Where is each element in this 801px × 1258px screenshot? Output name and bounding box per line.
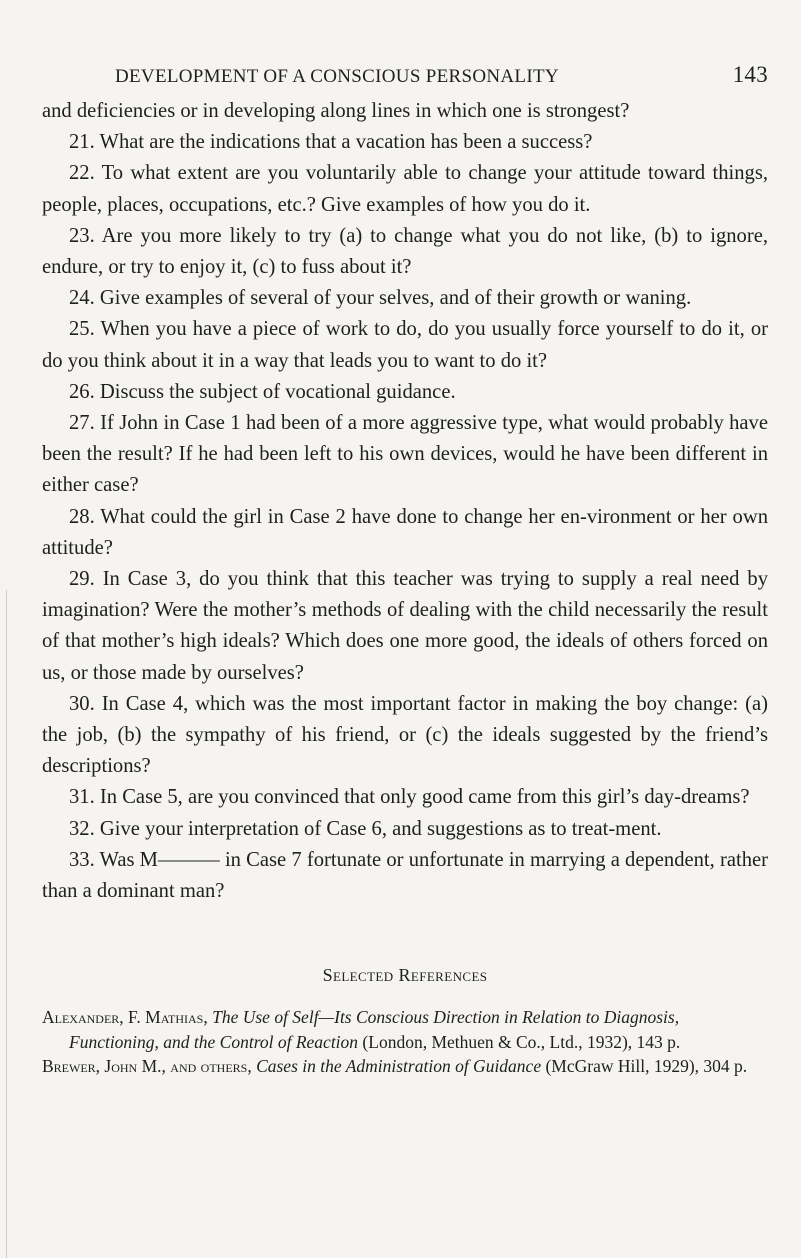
reference-author: Brewer, John M., and others,	[42, 1056, 252, 1077]
question-31: 31. In Case 5, are you convinced that only good came from this girl’s day-dreams?	[69, 786, 750, 809]
reference-item	[42, 1005, 768, 1054]
reference-title: The Use of Self—Its Conscious Direction in Relation to Diagnosis, Functioning, and the Control of Reaction	[69, 1007, 680, 1052]
reference-author: Alexander, F. Mathias,	[42, 1007, 208, 1028]
continued-question-text: and deficiencies or in developing along lines in which one is strongest?	[42, 100, 630, 122]
question-28: 28. What could the girl in Case 2 have done to change her en-vironment or her own attitude?	[42, 505, 768, 559]
reference-title: Cases in the Administration of Guidance	[256, 1056, 542, 1077]
question-21: 21. What are the indications that a vacation has been a success?	[69, 131, 593, 154]
question-25: 25. When you have a piece of work to do, do you usually force yourself to do it, or do you think about it in a way that leads you to want to do it?	[42, 318, 768, 372]
question-30: 30. In Case 4, which was the most important factor in making the boy change: (a) the job, (b) the sympathy of his friend, or (c) the ideals suggested by the friend’s descriptions?	[42, 692, 768, 778]
question-26: 26. Discuss the subject of vocational guidance.	[69, 380, 456, 403]
question-29: 29. In Case 3, do you think that this teacher was trying to supply a real need by imagination? Were the mother’s methods of dealing with the child necessarily the result of that mother’s high ideals? Which does one more good, the ideals of others forced on us, or those made by ourselves?	[42, 568, 768, 684]
reference-publication-details: (McGraw Hill, 1929), 304 p.	[545, 1056, 748, 1077]
question-22: 22. To what extent are you voluntarily able to change your attitude toward things, people, places, occupations, etc.? Give examples of how you do it.	[42, 162, 768, 216]
references-list	[42, 1005, 768, 1079]
reference-item	[42, 1054, 768, 1079]
question-23: 23. Are you more likely to try (a) to change what you do not like, (b) to ignore, endure, or try to enjoy it, (c) to fuss about it?	[42, 224, 768, 279]
references-heading: Selected References	[322, 965, 488, 986]
question-32: 32. Give your interpretation of Case 6, and suggestions as to treat-ment.	[69, 817, 662, 840]
scan-edge-line	[6, 590, 7, 1258]
running-head	[42, 58, 768, 96]
question-24: 24. Give examples of several of your selves, and of their growth or waning.	[69, 287, 692, 310]
running-head-title: DEVELOPMENT OF A CONSCIOUS PERSONALITY	[115, 66, 559, 87]
book-page	[42, 58, 768, 1079]
question-27: 27. If John in Case 1 had been of a more aggressive type, what would probably have been the result? If he had been left to his own devices, would he have been different in either case?	[42, 412, 768, 497]
reference-publication-details: (London, Methuen & Co., Ltd., 1932), 143 p.	[362, 1031, 681, 1052]
question-33: 33. Was M——— in Case 7 fortunate or unfortunate in marrying a dependent, rather than a dominant man?	[42, 848, 768, 903]
page-number: 143	[732, 62, 768, 87]
